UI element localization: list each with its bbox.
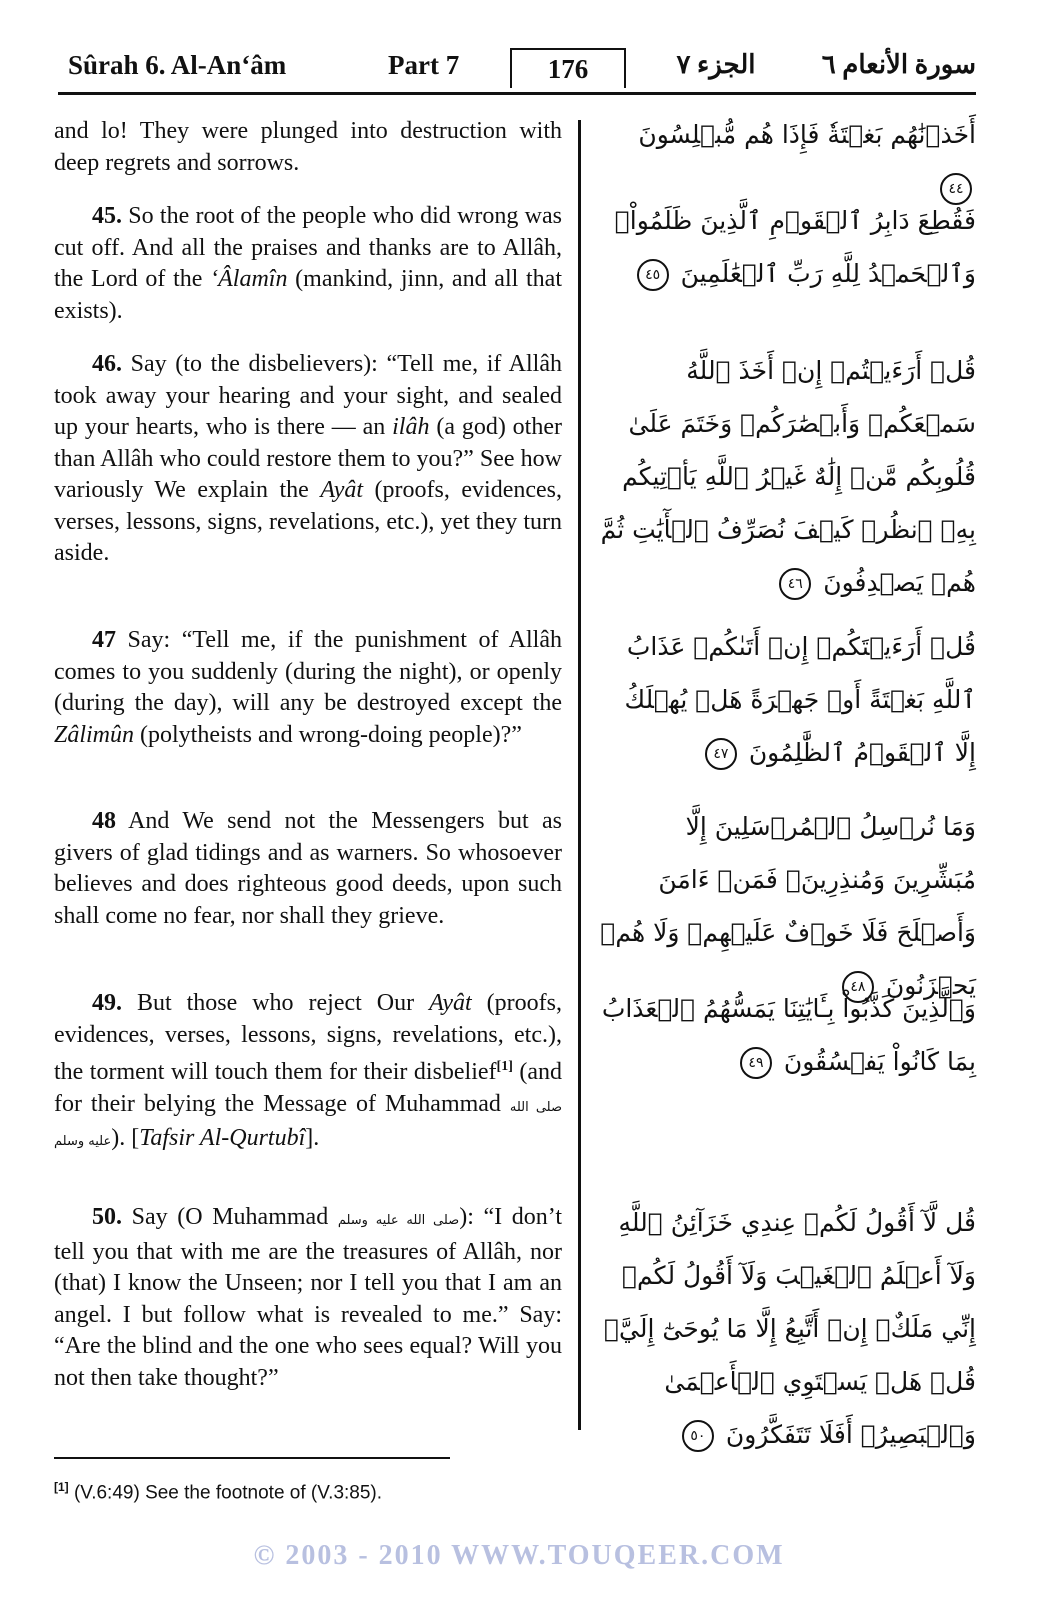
verse-term: ‘Âlamîn: [210, 266, 288, 292]
copyright-watermark: © 2003 - 2010 WWW.TOUQEER.COM: [253, 1540, 785, 1571]
surah-title-en: Sûrah 6. Al-An‘âm: [68, 50, 287, 80]
ayah-number-marker: ٤٦: [779, 568, 811, 600]
arabic-text: قُلۡ أَرَءَيۡتُمۡ إِنۡ أَخَذَ ٱللَّهُ سَمۡعَكُمۡ وَأَبۡصَٰرَكُمۡ وَخَتَمَ عَلَىٰ قُلُوبِكُم مَّنۡ إِلَٰهٌ غَيۡرُ ٱللَّهِ يَأۡتِيكُم بِهِۗ ٱنظُرۡ كَيۡفَ نُصَرِّفُ ٱلۡأٓيَٰتِ ثُمَّ هُمۡ يَصۡدِفُونَ: [600, 356, 976, 597]
juz-label-ar: الجزء ٧: [676, 50, 756, 79]
salutation-ar: صلى الله عليه وسلم: [54, 1099, 562, 1149]
verse-48-en: [54, 806, 562, 932]
arabic-text: قُلۡ أَرَءَيۡتَكُمۡ إِنۡ أَتَىٰكُمۡ عَذَابُ ٱللَّهِ بَغۡتَةً أَوۡ جَهۡرَةً هَلۡ يُهۡلَكُ إِلَّا ٱلۡقَوۡمُ ٱلظَّٰلِمُونَ: [624, 632, 976, 767]
verse-46-en: [54, 349, 562, 570]
verse-text: Say: “Tell me, if the punishment of Allâh comes to you suddenly (during the night), or openly (during the day), will any be destroyed except the: [54, 627, 562, 716]
salutation-ar: صلى الله عليه وسلم: [337, 1213, 460, 1228]
verse-text: So the root of the people who did wrong was cut off. And all the praises and thanks are to Allâh, the Lord of the: [54, 203, 562, 292]
ayah-number-marker: ٤٩: [740, 1047, 772, 1079]
verse-term: ilâh: [392, 414, 430, 440]
verse-49-ar: [600, 982, 976, 1088]
verse-text: ): “I don’t tell you that with me are the treasures of Allâh, nor (that) I know the Unseen; nor I tell you that I am an angel. I but follow what is revealed to me.” Say: “Are the blind and the one who sees equal? Will you not then take thought?”: [54, 1204, 563, 1391]
ayah-number-marker: ٤٨: [842, 971, 874, 1003]
footnote: [54, 1480, 382, 1504]
verse-50-en: [54, 1202, 562, 1394]
verse-text: and lo! They were plunged into destruction with deep regrets and sorrows.: [54, 118, 562, 176]
verse-47-ar: [600, 620, 976, 779]
verse-text: (proofs, evidences, verses, lessons, signs, revelations, etc.), the torment will touch them for their disbelief: [54, 990, 562, 1085]
verse-number: 45.: [92, 203, 122, 229]
part-label-en: Part 7: [388, 50, 460, 80]
arabic-text: فَقُطِعَ دَابِرُ ٱلۡقَوۡمِ ٱلَّذِينَ ظَلَمُواْۚ وَٱلۡحَمۡدُ لِلَّهِ رَبِّ ٱلۡعَٰلَمِينَ: [614, 206, 976, 288]
verse-47-en: [54, 625, 562, 751]
page-number: 176: [510, 48, 626, 88]
verse-number: 49.: [92, 990, 122, 1016]
verse-text: ].: [305, 1125, 320, 1151]
page-header: [58, 48, 976, 92]
verse-text: Say (O Muhammad: [122, 1204, 338, 1230]
verse-number: 46.: [92, 351, 122, 377]
verse-term: Ayât: [320, 477, 364, 503]
verse-number: 50.: [92, 1204, 122, 1230]
verse-text: (and for their belying the Message of Muhammad: [54, 1059, 562, 1117]
verse-50-ar: [600, 1196, 976, 1461]
verse-term: Zâlimûn: [54, 721, 135, 748]
header-rule: [58, 92, 976, 95]
verse-48-ar: [600, 800, 976, 1012]
arabic-text: وَمَا نُرۡسِلُ ٱلۡمُرۡسَلِينَ إِلَّا مُبَشِّرِينَ وَمُنذِرِينَۖ فَمَنۡ ءَامَنَ وَأَصۡلَحَ فَلَا خَوۡفٌ عَلَيۡهِمۡ وَلَا هُمۡ يَحۡزَنُونَ: [600, 812, 976, 1000]
ayah-number-marker: ٤٥: [637, 259, 669, 291]
verse-text: ). [: [111, 1125, 140, 1151]
footnote-rule: [54, 1457, 450, 1459]
verse-text: Say (to the disbelievers): “Tell me, if Allâh took away your hearing and your sight, and sealed up your hearts, who is there — an: [54, 351, 562, 440]
ayah-number-marker: ٥٠: [682, 1420, 714, 1452]
verse-term: Ayât: [429, 990, 472, 1016]
verse-text: (mankind, jinn, and all that exists).: [54, 266, 562, 324]
arabic-text: قُل لَّآ أَقُولُ لَكُمۡ عِندِي خَزَآئِنُ ٱللَّهِ وَلَآ أَعۡلَمُ ٱلۡغَيۡبَ وَلَآ أَقُولُ لَكُمۡ إِنِّي مَلَكٌۖ إِنۡ أَتَّبِعُ إِلَّا مَا يُوحَىٰٓ إِلَيَّۚ قُلۡ هَلۡ يَسۡتَوِي ٱلۡأَعۡمَىٰ وَٱلۡبَصِيرُۚ أَفَلَا تَتَفَكَّرُونَ: [604, 1208, 976, 1449]
verse-number: 47: [92, 627, 116, 653]
verse-text: (proofs, evidences, verses, lessons, signs, revelations, etc.), yet they turn aside.: [54, 477, 563, 566]
verse-text: (a god) other than Allâh who could restore them to you?” See how variously We explain the: [54, 414, 562, 503]
verse-term: Tafsir Al-Qurtubî: [139, 1125, 306, 1151]
verse-number: 48: [92, 808, 116, 834]
ayah-number-marker: ٤٧: [705, 738, 737, 770]
verse-49-en: [54, 988, 562, 1158]
arabic-text: وَٱلَّذِينَ كَذَّبُواْ بِـَٔايَٰتِنَا يَمَسُّهُمُ ٱلۡعَذَابُ بِمَا كَانُواْ يَفۡسُقُونَ: [601, 994, 976, 1076]
verse-text: But those who reject Our: [122, 990, 430, 1016]
ayah-number-marker: ٤٤: [940, 173, 972, 205]
footnote-marker: [1]: [54, 1480, 69, 1494]
footnote-text: (V.6:49) See the footnote of (V.3:85).: [68, 1482, 383, 1504]
surah-title-ar: سورة الأنعام ٦: [821, 50, 976, 79]
verse-text: And We send not the Messengers but as givers of glad tidings and as warners. So whosoever believes and does righteous good deeds, upon such shall come no fear, nor shall they grieve.: [54, 808, 562, 929]
verse-45-ar: [600, 194, 976, 300]
footnote-ref[interactable]: [1]: [496, 1059, 513, 1074]
verse-45-en: [54, 201, 562, 327]
verse-44-en: [54, 116, 562, 179]
verse-text: (polytheists and wrong-doing people)?”: [134, 721, 522, 748]
arabic-text: أَخَذۡنَٰهُم بَغۡتَةٗ فَإِذَا هُم مُّبۡلِسُونَ: [638, 120, 976, 149]
column-divider: [578, 120, 581, 1430]
verse-46-ar: [600, 344, 976, 609]
